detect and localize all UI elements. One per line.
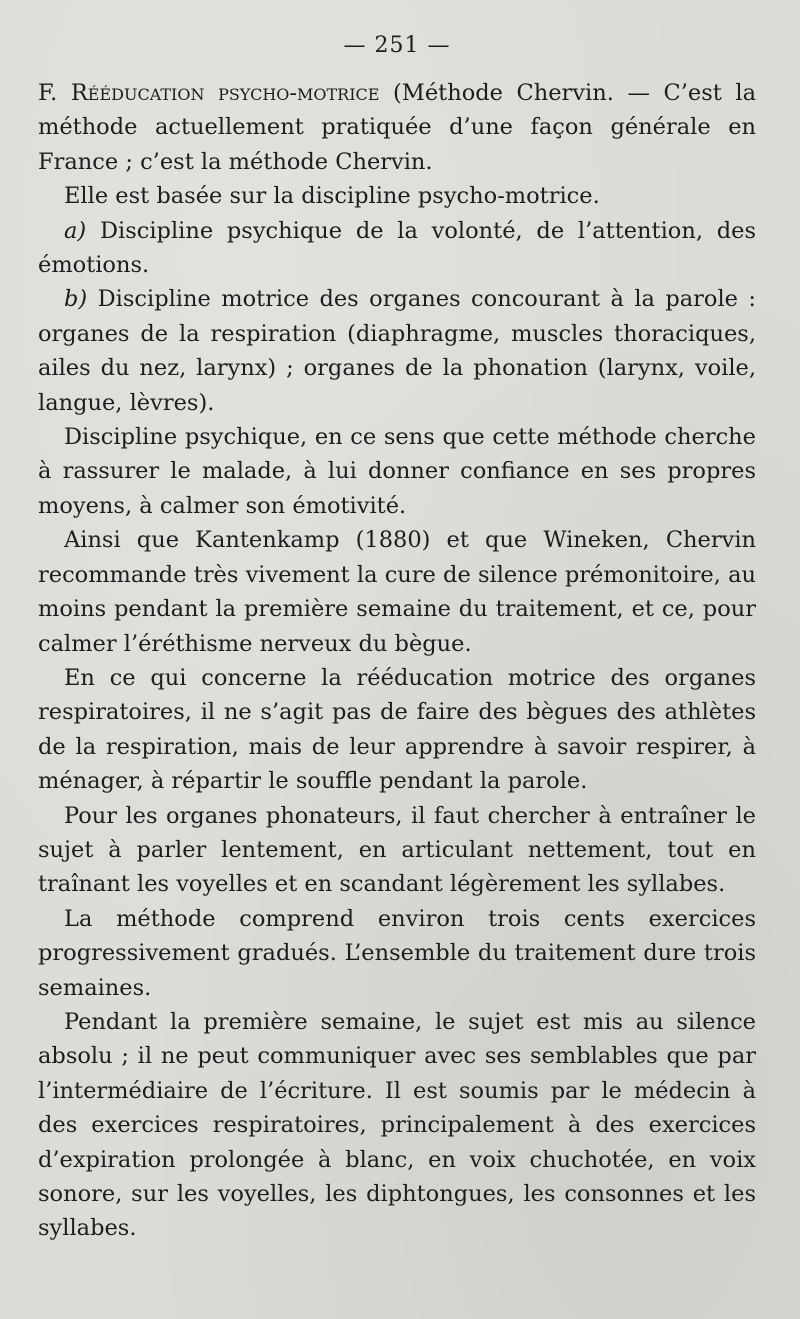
list-marker: b) xyxy=(64,286,88,313)
list-item-text: Discipline motrice des organes concourant à la parole : organes de la respiration (diaphragme, muscles thoraciques, ailes du nez, larynx) ; organes de la phonation (larynx, voile, langue, lèvres). xyxy=(38,286,756,416)
list-item-text: Discipline psychique de la volonté, de l’attention, des émotions. xyxy=(38,217,756,279)
paragraph: Ainsi que Kantenkamp (1880) et que Wineken, Chervin recommande très vivement la cure de silence prémonitoire, au moins pendant la première semaine du traitement, et ce, pour calmer l’éréthisme nerveux du bègue. xyxy=(38,527,756,657)
section-letter: F. xyxy=(38,80,71,106)
paragraph: La méthode comprend environ trois cents exercices progressivement gradués. L’ensemble du traitement dure trois semaines. xyxy=(38,905,756,1001)
page-number: — 251 — xyxy=(343,33,451,58)
paragraph: En ce qui concerne la rééducation motrice des organes respiratoires, il ne s’agit pas de faire des bègues des athlètes de la respiration, mais de leur apprendre à savoir respirer, à ménager, à répartir le souffle pendant la parole. xyxy=(38,664,756,795)
list-item-a xyxy=(38,214,756,283)
section-title: Rééducation psycho-motrice xyxy=(70,80,380,106)
paragraph: Pendant la première semaine, le sujet est mis au silence absolu ; il ne peut communiquer avec ses semblables que par l’intermédiaire de l’écriture. Il est soumis par le médecin à des exercices respiratoires, principalement à des exercices d’expiration prolongée à blanc, en voix chuchotée, en voix sonore, sur les voyelles, les diphtongues, les consonnes et les syllabes. xyxy=(38,1008,756,1242)
paragraph-text: (Méthode Chervin. — C’est la méthode actuellement pratiquée d’une façon générale en France ; c’est la méthode Chervin. xyxy=(38,80,756,175)
list-item-b xyxy=(38,282,756,420)
paragraph: Discipline psychique, en ce sens que cette méthode cherche à rassurer le malade, à lui donner confiance en ses propres moyens, à calmer son émotivité. xyxy=(38,424,756,519)
paragraph-heading xyxy=(38,76,756,179)
paragraph: Pour les organes phonateurs, il faut chercher à entraîner le sujet à parler lentement, en articulant nettement, tout en traînant les voyelles et en scandant légèrement les syllabes. xyxy=(38,802,756,898)
paragraph: Elle est basée sur la discipline psycho-motrice. xyxy=(64,183,600,210)
list-marker: a) xyxy=(64,217,87,244)
